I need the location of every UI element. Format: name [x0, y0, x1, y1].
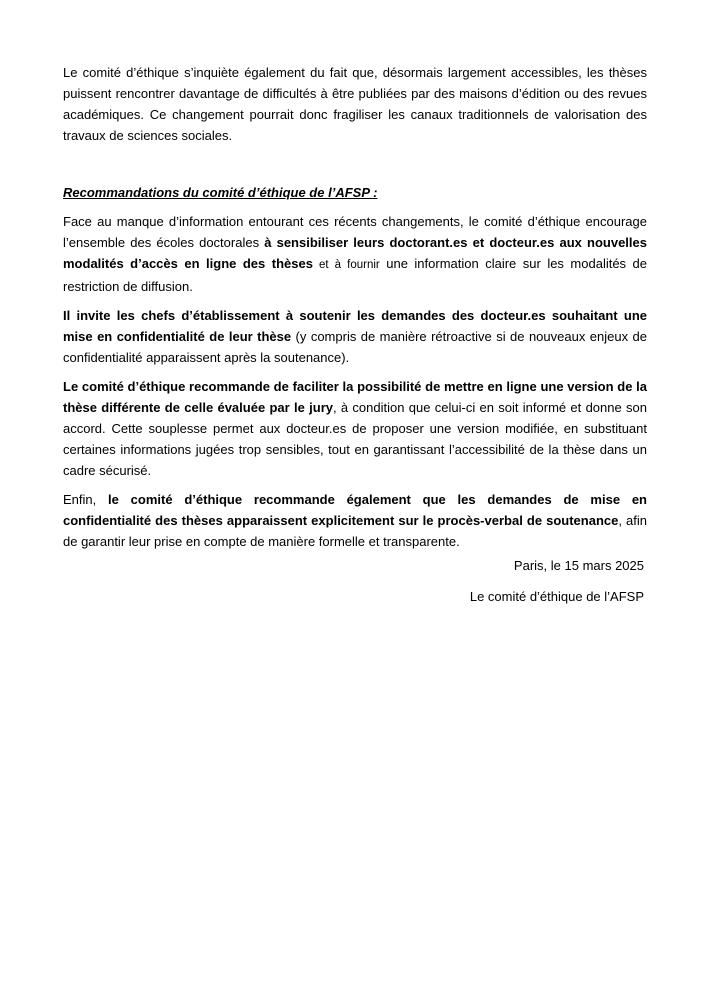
p1-text-d: une information claire sur les modalités de restriction de diffusion.: [63, 256, 648, 294]
p1-text-a: Face au manque d’information entourant ces récents changements, le comité d’éthique encourage l’ensemble des écoles doctorales: [63, 214, 647, 250]
p1-bold-text: à sensibiliser leurs doctorant.es et docteur.es aux nouvelles modalités d’accès en ligne des thèses: [63, 235, 647, 271]
place-date: Paris, le 15 mars 2025: [513, 558, 644, 573]
signature-block: [470, 555, 644, 607]
recommendation-paragraph-1: [63, 211, 647, 297]
p1-text-c: et à fournir: [312, 259, 380, 271]
p3-bold-text: Le comité d’éthique recommande de faciliter la possibilité de mettre en ligne une version de la thèse différente de celle évaluée par le jury: [63, 379, 647, 415]
p4-bold-text: le comité d’éthique recommande également que les demandes de mise en confidentialité des thèses apparaissent explicitement sur le procès-verbal de soutenance: [63, 492, 647, 528]
p3-text-b: , à condition que celui-ci en soit informé et donne son accord. Cette souplesse permet aux docteur.es de proposer une version modifiée, en substituant certaines informations jugées trop sensibles, tout en garantissant l’accessibilité de la thèse dans un cadre sécurisé.: [63, 400, 647, 478]
p2-bold-text: Il invite les chefs d’établissement à soutenir les demandes des docteur.es souhaitant une mise en confidentialité de leur thèse: [63, 308, 647, 344]
recommendation-paragraph-2: [63, 305, 647, 368]
p2-text-b: (y compris de manière rétroactive si de nouveaux enjeux de confidentialité apparaissent après la soutenance).: [63, 329, 647, 365]
p4-text-a: Enfin,: [63, 492, 109, 507]
document-body: [63, 62, 647, 560]
p4-text-c: , afin de garantir leur prise en compte de manière formelle et transparente.: [63, 513, 647, 549]
intro-paragraph: Le comité d’éthique s’inquiète également du fait que, désormais largement accessibles, les thèses puissent rencontrer davantage de difficultés à être publiées par des maisons d’édition ou des revues académiques. Ce changement pourrait donc fragiliser les canaux traditionnels de valorisation des travaux de sciences sociales.: [63, 65, 647, 143]
recommendation-paragraph-4: [63, 489, 647, 552]
signatory: Le comité d’éthique de l’AFSP: [469, 589, 644, 604]
recommendation-paragraph-3: [63, 376, 647, 481]
recommendations-heading: Recommandations du comité d’éthique de l’AFSP :: [63, 185, 378, 200]
